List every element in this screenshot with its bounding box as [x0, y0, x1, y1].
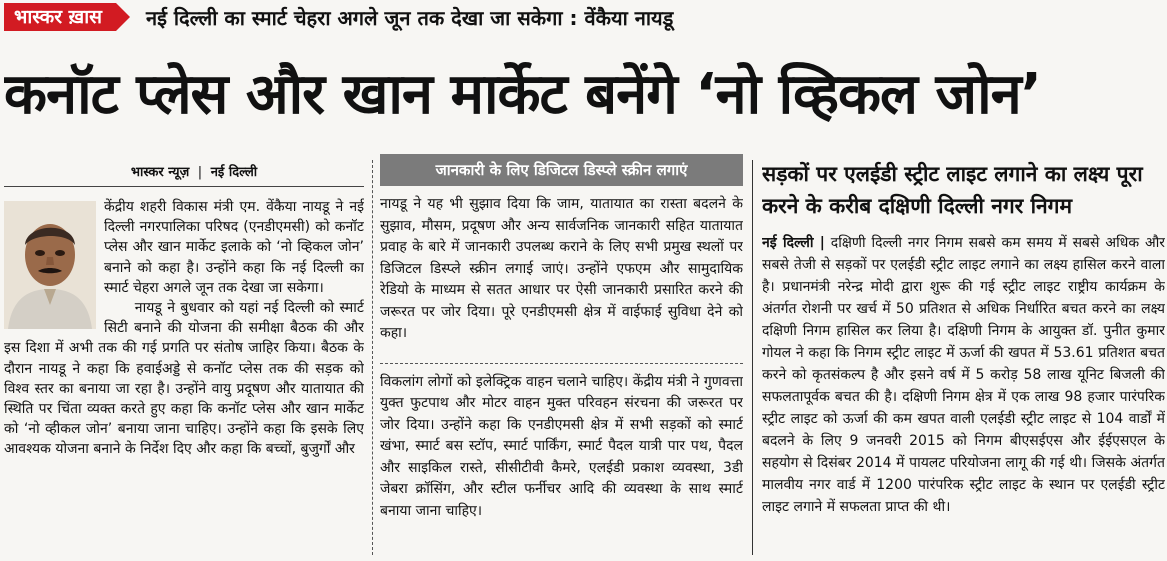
- kicker-bar: [4, 2, 1163, 32]
- right-column: [762, 150, 1165, 557]
- section-divider: [380, 349, 743, 364]
- left-column: [4, 150, 364, 557]
- side-story-text: दक्षिणी दिल्ली नगर निगम सबसे कम समय में सबसे अधिक और सबसे तेजी से सड़कों पर एलईडी स्ट्रीट लाइट लगाने का लक्ष्य हासिल करने वाला है। प्रधानमंत्री नरेन्द्र मोदी द्वारा शुरू की गई स्ट्रीट लाइट राष्ट्रीय कार्यक्रम के अंतर्गत रोशनी पर खर्च में 50 प्रतिशत से अधिक निर्धारित बचत करने का लक्ष्य दक्षिणी निगम हासिल कर लिया है। दक्षिणी निगम के आयुक्त डॉ. पुनीत कुमार गोयल ने कहा कि निगम स्ट्रीट लाइट में ऊर्जा की खपत में 53.61 प्रतिशत बचत करने को कृतसंकल्प है और इसने वर्ष में 5 करोड़ 58 लाख यूनिट बिजली की सफलतापूर्वक बचत की है। दक्षिणी निगम क्षेत्र में एक लाख 98 हजार पारंपरिक स्ट्रीट लाइट को ऊर्जा की कम खपत वाली एलईडी स्ट्रीट लाइट से 104 वार्डों में बदलने के लिए 9 जनवरी 2015 को निगम बीएसईएस और ईईएसएल के सहयोग से दिसंबर 2014 में पायलट परियोजना लागू की गई थी। जिसके अंतर्गत मालवीय नगर वार्ड में 1200 पारंपरिक स्ट्रीट लाइट के स्थान पर एलईडी स्ट्रीट लाइट लगाने में सफलता प्राप्त की थी।: [762, 235, 1165, 515]
- column-divider: [372, 160, 373, 555]
- portrait-photo: [4, 201, 96, 329]
- side-story-headline: सड़कों पर एलईडी स्ट्रीट लाइट लगाने का लक्ष्य पूरा करने के करीब दक्षिणी दिल्ली नगर निगम: [762, 162, 1143, 218]
- subheading: जानकारी के लिए डिजिटल डिस्प्ले स्क्रीन लगाएं: [380, 154, 743, 186]
- article-paragraph: विकलांग लोगों को इलेक्ट्रिक वाहन चलाने चाहिए। केंद्रीय मंत्री ने गुणवत्ता युक्त फुटपाथ और मोटर वाहन मुक्त परिवहन संरचना की जरूरत पर जोर दिया। उन्होंने कहा कि एनडीएमसी क्षेत्र में सभी सड़कों को स्मार्ट खंभा, स्मार्ट बस स्टॉप, स्मार्ट पार्किंग, स्मार्ट पैदल यात्री पार पथ, पैदल और साइकिल रास्ते, सीसीटीवी कैमरे, एलईडी प्रकाश व्यवस्था, 3डी जेबरा क्रॉसिंग, और स्टील फर्नीचर आदि की व्यवस्था के साथ स्मार्ट बनाया जाना चाहिए।: [380, 373, 743, 519]
- section-label: भास्कर ख़ास: [4, 3, 116, 31]
- article-paragraph: नायडू ने बुधवार को यहां नई दिल्ली को स्मार्ट सिटी बनाने की योजना की समीक्षा बैठक की और इस दिशा में अभी तक की गई प्रगति पर संतोष जाहिर किया। बैठक के दौरान नायडू ने कहा कि हवाईअड्डे से कनॉट प्लेस तक की सड़क को विश्व स्तर का बनाया जा रहा है। उन्होंने वायु प्रदूषण और यातायात की स्थिति पर चिंता व्यक्त करते हुए कहा कि कनॉट प्लेस और खान मार्केट को ‘नो व्हीकल जोन’ बनाया जाना चाहिए। उन्होंने कहा कि इसके लिए आवश्यक योजना बनाने के निर्देश दिए और कहा कि बच्चों, बुजुर्गों और: [4, 300, 364, 458]
- article-paragraph: नायडू ने यह भी सुझाव दिया कि जाम, यातायात का रास्ता बदलने के सुझाव, मौसम, प्रदूषण और अन्य सार्वजनिक जानकारी सहित यातायात प्रवाह के बारे में जानकारी उपलब्ध कराने के लिए सभी प्रमुख स्थलों पर डिजिटल डिस्प्ले स्क्रीन लगाई जाएं। उन्होंने एफएम और सामुदायिक रेडियो के माध्यम से सतत आधार पर ऐसी जानकारी प्रसारित करने की जरूरत पर जोर दिया। पूरे एनडीएमसी क्षेत्र में वाईफाई सुविधा देने को कहा।: [380, 196, 743, 341]
- byline-source: भास्कर न्यूज़: [130, 165, 190, 180]
- main-headline: कनॉट प्लेस और खान मार्केट बनेंगे ‘नो व्हिकल जोन’: [4, 62, 1041, 127]
- side-story-body: [762, 232, 1165, 518]
- column-divider: [752, 160, 753, 555]
- kicker-text: नई दिल्ली का स्मार्ट चेहरा अगले जून तक देखा जा सकेगा : वेंकैया नायडू: [145, 5, 674, 30]
- middle-column: [380, 150, 743, 557]
- byline-rule: [4, 186, 364, 187]
- dateline: नई दिल्ली |: [762, 235, 825, 251]
- byline-separator: |: [197, 165, 203, 180]
- byline-place: नई दिल्ली: [210, 165, 258, 180]
- article-paragraph: केंद्रीय शहरी विकास मंत्री एम. वेंकैया नायडू ने नई दिल्ली नगरपालिका परिषद (एनडीएमसी) को कनॉट प्लेस और खान मार्केट इलाके को ‘नो व्हिकल जोन’ बनाने को कहा है। उन्होंने कहा कि नई दिल्ली का स्मार्ट चेहरा अगले जून तक देखा जा सकेगा।: [104, 199, 364, 296]
- portrait-photo-icon: [4, 201, 96, 329]
- byline: [24, 162, 364, 180]
